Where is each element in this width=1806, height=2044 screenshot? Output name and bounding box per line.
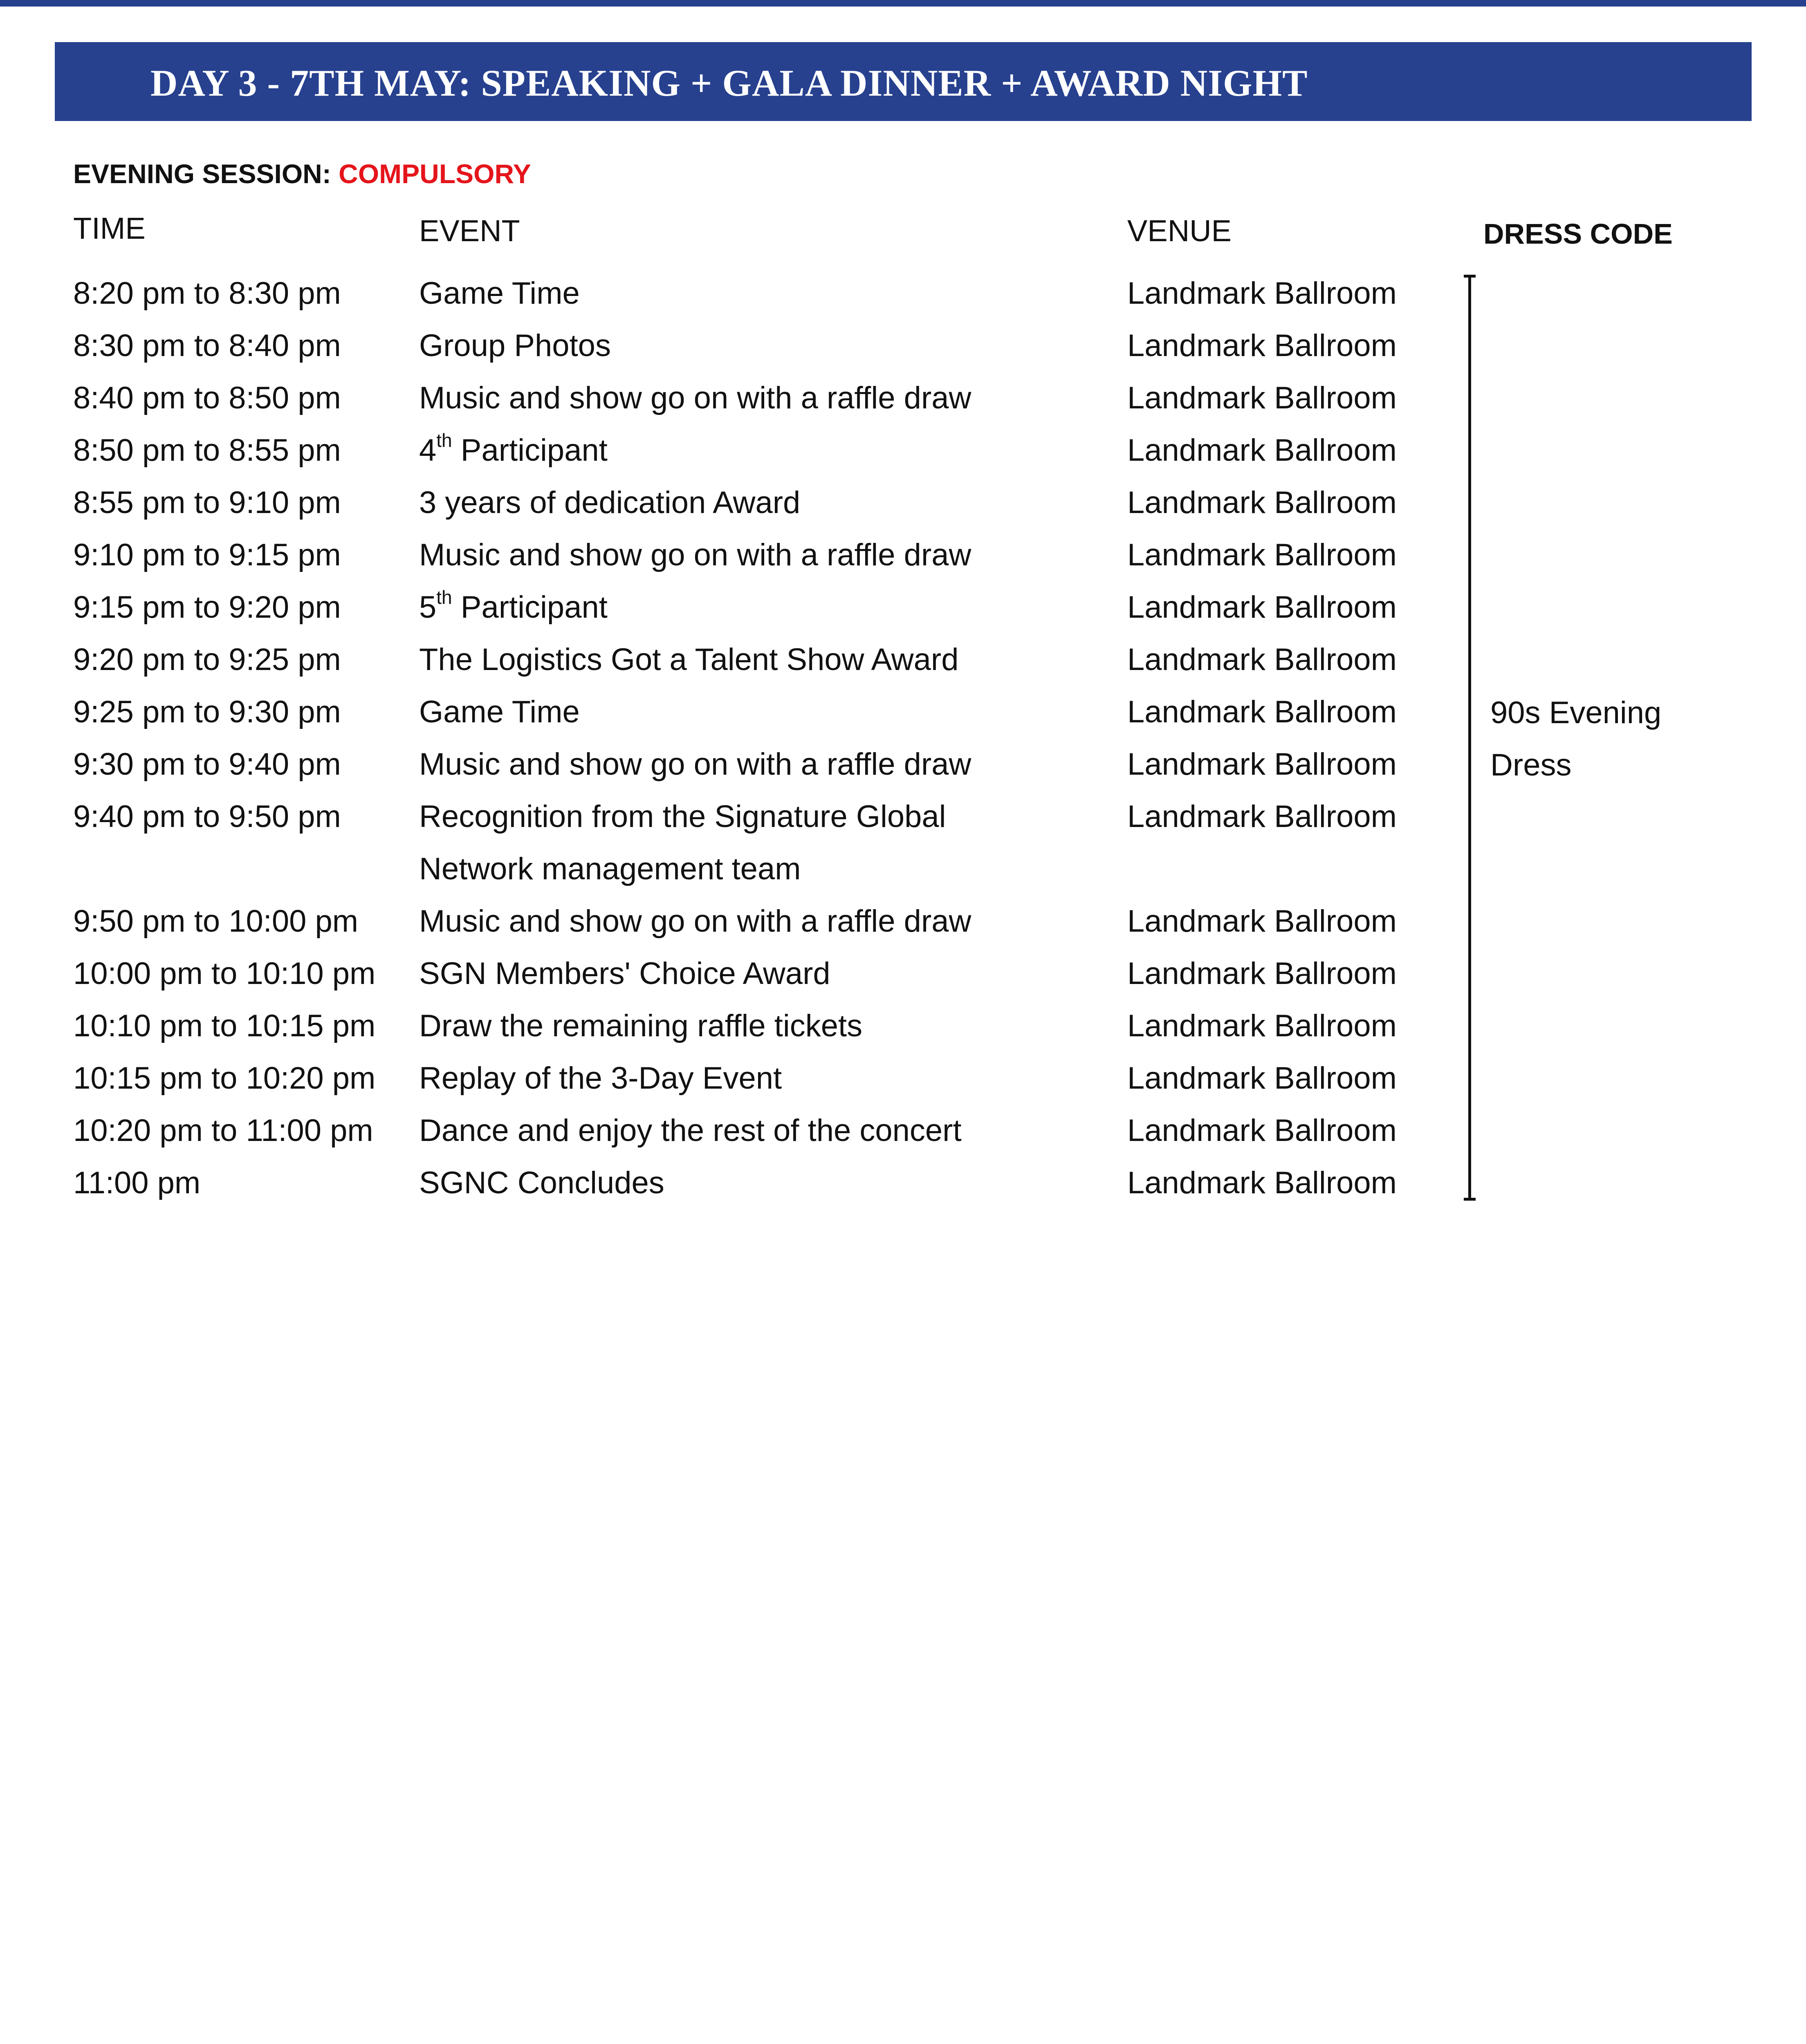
venue-cell: Landmark Ballroom (1127, 904, 1397, 939)
participant-label: Participant (452, 433, 608, 468)
time-cell: 9:20 pm to 9:25 pm (73, 642, 341, 677)
column-header-venue: VENUE (1127, 214, 1232, 248)
dress-code-value (1490, 687, 1661, 791)
event-cell: Draw the remaining raffle tickets (419, 1009, 863, 1043)
time-cell: 9:10 pm to 9:15 pm (73, 538, 341, 572)
event-cell: 3 years of dedication Award (419, 485, 801, 520)
time-cell: 8:40 pm to 8:50 pm (73, 381, 341, 415)
venue-cell: Landmark Ballroom (1127, 1061, 1397, 1096)
session-name: EVENING SESSION: (73, 159, 331, 189)
participant-label: Participant (452, 590, 608, 625)
event-cell: Music and show go on with a raffle draw (419, 538, 971, 572)
event-cell (419, 581, 608, 634)
venue-cell: Landmark Ballroom (1127, 747, 1397, 782)
table-row (0, 581, 1806, 634)
table-row (0, 372, 1806, 424)
ordinal-suffix: th (436, 587, 452, 608)
bracket-cap-bottom (1464, 1198, 1476, 1201)
session-requirement: COMPULSORY (339, 159, 531, 189)
session-label (73, 157, 531, 190)
venue-cell: Landmark Ballroom (1127, 328, 1397, 363)
time-cell: 9:50 pm to 10:00 pm (73, 904, 359, 939)
dress-code-line-1: 90s Evening (1490, 695, 1662, 730)
time-cell: 9:40 pm to 9:50 pm (73, 799, 341, 834)
venue-cell: Landmark Ballroom (1127, 1165, 1397, 1200)
event-cell: The Logistics Got a Talent Show Award (419, 642, 959, 677)
venue-cell: Landmark Ballroom (1127, 956, 1397, 991)
table-row (0, 948, 1806, 1000)
venue-cell: Landmark Ballroom (1127, 381, 1397, 415)
event-cell: Game Time (419, 695, 580, 729)
time-cell: 10:10 pm to 10:15 pm (73, 1009, 376, 1043)
time-cell: 8:55 pm to 9:10 pm (73, 485, 341, 520)
ordinal-suffix: th (436, 430, 452, 451)
event-cell: SGN Members' Choice Award (419, 956, 830, 991)
day-title-banner (55, 42, 1752, 121)
venue-cell: Landmark Ballroom (1127, 695, 1397, 729)
participant-number: 5 (419, 590, 437, 625)
event-cell: Music and show go on with a raffle draw (419, 381, 971, 415)
page-title: DAY 3 - 7TH MAY: SPEAKING + GALA DINNER + AWARD NIGHT (150, 62, 1308, 104)
event-cell: Dance and enjoy the rest of the concert (419, 1113, 962, 1148)
event-cell: Group Photos (419, 328, 611, 363)
table-row (0, 320, 1806, 372)
event-cell: SGNC Concludes (419, 1165, 664, 1200)
venue-cell: Landmark Ballroom (1127, 590, 1397, 625)
event-cell: Recognition from the Signature Global (419, 799, 946, 834)
venue-cell: Landmark Ballroom (1127, 433, 1397, 468)
venue-cell: Landmark Ballroom (1127, 642, 1397, 677)
bracket-line (1468, 276, 1471, 1200)
table-row (0, 1000, 1806, 1052)
event-cell: Music and show go on with a raffle draw (419, 904, 971, 939)
dress-code-line-2: Dress (1490, 748, 1572, 782)
event-cell: Game Time (419, 276, 580, 311)
time-cell: 8:20 pm to 8:30 pm (73, 276, 341, 311)
time-cell: 11:00 pm (73, 1165, 201, 1200)
column-header-time: TIME (73, 211, 146, 245)
event-cell (419, 424, 608, 477)
table-row (0, 895, 1806, 948)
venue-cell: Landmark Ballroom (1127, 1009, 1397, 1043)
table-row (0, 424, 1806, 477)
event-cell-continued: Network management team (419, 852, 801, 886)
venue-cell: Landmark Ballroom (1127, 485, 1397, 520)
event-cell: Replay of the 3-Day Event (419, 1061, 782, 1096)
event-cell: Music and show go on with a raffle draw (419, 747, 971, 782)
time-cell: 9:30 pm to 9:40 pm (73, 747, 341, 782)
column-header-dress-code: DRESS CODE (1483, 218, 1673, 250)
table-row (0, 791, 1806, 895)
top-border-strip (0, 0, 1806, 7)
participant-number: 4 (419, 433, 437, 468)
time-cell: 10:15 pm to 10:20 pm (73, 1061, 376, 1096)
table-row (0, 529, 1806, 581)
time-cell: 8:50 pm to 8:55 pm (73, 433, 341, 468)
table-row (0, 1052, 1806, 1105)
venue-cell: Landmark Ballroom (1127, 1113, 1397, 1148)
table-row (0, 1105, 1806, 1157)
table-row (0, 1157, 1806, 1209)
table-row (0, 267, 1806, 320)
column-header-event: EVENT (419, 214, 520, 248)
time-cell: 9:15 pm to 9:20 pm (73, 590, 341, 625)
table-row (0, 477, 1806, 529)
time-cell: 8:30 pm to 8:40 pm (73, 328, 341, 363)
time-cell: 10:00 pm to 10:10 pm (73, 956, 376, 991)
time-cell: 10:20 pm to 11:00 pm (73, 1113, 373, 1148)
venue-cell: Landmark Ballroom (1127, 276, 1397, 311)
table-row (0, 634, 1806, 686)
time-cell: 9:25 pm to 9:30 pm (73, 695, 341, 729)
venue-cell: Landmark Ballroom (1127, 799, 1397, 834)
venue-cell: Landmark Ballroom (1127, 538, 1397, 572)
